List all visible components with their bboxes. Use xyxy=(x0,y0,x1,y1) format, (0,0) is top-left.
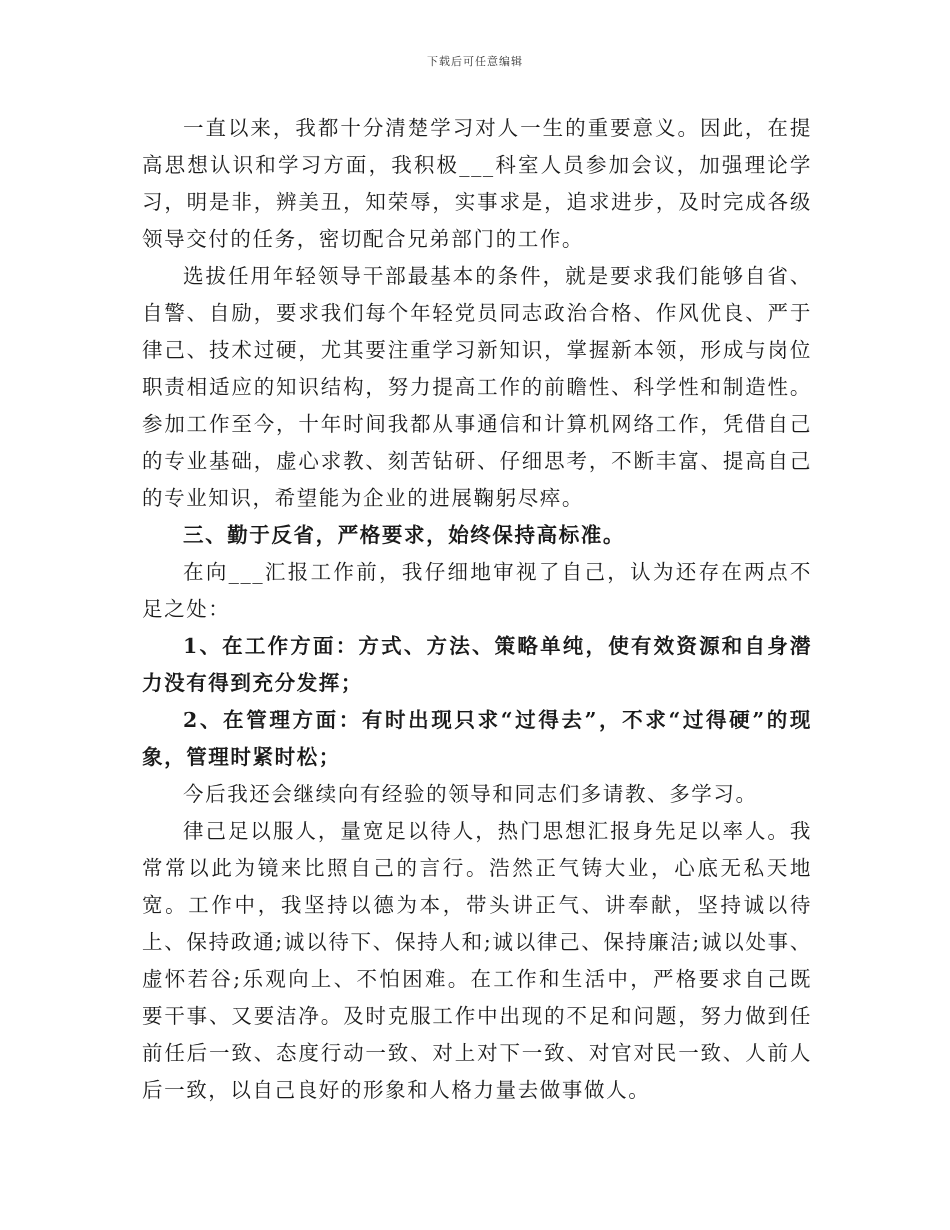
paragraph-future: 今后我还会继续向有经验的领导和同志们多请教、多学习。 xyxy=(183,782,758,806)
document-body xyxy=(142,110,812,1109)
paragraph-study: 一直以来，我都十分清楚学习对人一生的重要意义。因此，在提高思想认识和学习方面，我积极___科室人员参加会议，加强理论学习，明是非，辨美丑，知荣辱，实事求是，追求进步，及时完成各级领导交付的任务，密切配合兄弟部门的工作。 xyxy=(142,116,812,251)
list-item-management: 2、在管理方面：有时出现只求“过得去”，不求“过得硬”的现象，管理时紧时松； xyxy=(142,708,812,769)
page-header: 下载后可任意编辑 xyxy=(427,55,523,68)
paragraph-self-review: 在向___汇报工作前，我仔细地审视了自己，认为还存在两点不足之处： xyxy=(142,560,812,621)
paragraph-discipline: 律己足以服人，量宽足以待人，热门思想汇报身先足以率人。我常常以此为镜来比照自己的言行。浩然正气铸大业，心底无私天地宽。工作中，我坚持以德为本，带头讲正气、讲奉献，坚持诚以待上、保持政通;诚以待下、保持人和;诚以律己、保持廉洁;诚以处事、虚怀若谷;乐观向上、不怕困难。在工作和生活中，严格要求自己既要干事、又要洁净。及时克服工作中出现的不足和问题，努力做到任前任后一致、态度行动一致、对上对下一致、对官对民一致、人前人后一致，以自己良好的形象和人格力量去做事做人。 xyxy=(142,819,812,1102)
list-item-work: 1、在工作方面：方式、方法、策略单纯，使有效资源和自身潜力没有得到充分发挥； xyxy=(142,634,812,695)
section-heading-three: 三、勤于反省，严格要求，始终保持高标准。 xyxy=(183,523,625,547)
paragraph-selection: 选拔任用年轻领导干部最基本的条件，就是要求我们能够自省、自警、自励，要求我们每个年轻党员同志政治合格、作风优良、严于律己、技术过硬，尤其要注重学习新知识，掌握新本领，形成与岗位职责相适应的知识结构，努力提高工作的前瞻性、科学性和制造性。参加工作至今，十年时间我都从事通信和计算机网络工作，凭借自己的专业基础，虚心求教、刻苦钻研、仔细思考，不断丰富、提高自己的专业知识，希望能为企业的进展鞠躬尽瘁。 xyxy=(142,264,812,510)
